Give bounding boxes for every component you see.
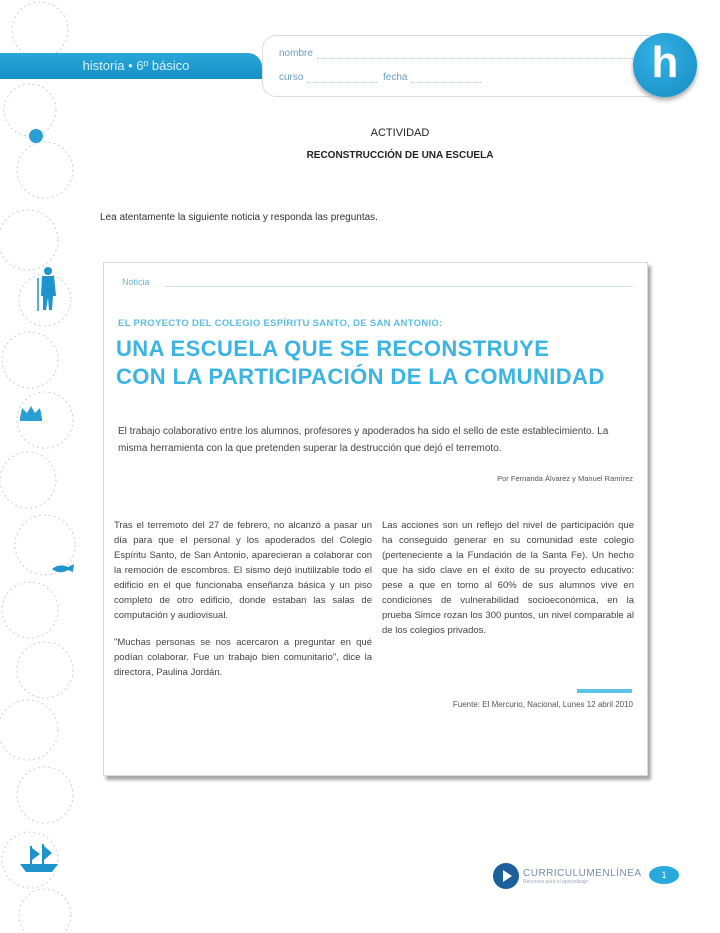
news-tag: Noticia [122, 277, 150, 287]
date-label: fecha [383, 72, 408, 83]
date-line [411, 74, 481, 83]
curriculum-logo [493, 863, 642, 889]
headline-line-1: UNA ESCUELA QUE SE RECONSTRUYE [116, 336, 550, 361]
headline-line-2: CON LA PARTICIPACIÓN DE LA COMUNIDAD [116, 364, 605, 389]
activity-label: ACTIVIDAD [370, 127, 430, 139]
news-headline [116, 335, 605, 391]
news-kicker: EL PROYECTO DEL COLEGIO ESPÍRITU SANTO, DE SAN ANTONIO: [118, 318, 443, 329]
explorer-figure-icon [35, 266, 59, 312]
name-field[interactable] [279, 48, 637, 59]
course-field[interactable] [279, 72, 377, 83]
crown-icon [18, 404, 44, 422]
course-label: curso [279, 72, 304, 83]
article-column-right [382, 518, 634, 650]
course-line [307, 74, 377, 83]
divider [164, 286, 633, 287]
instruction-text: Lea atentamente la siguiente noticia y responda las preguntas. [100, 212, 378, 223]
historia-logo-icon: h [633, 33, 697, 97]
globe-icon [28, 128, 44, 144]
date-field[interactable] [383, 72, 481, 83]
brand-name: CURRICULUMENLÍNEA [523, 867, 642, 879]
brand-subtitle: Recursos para el aprendizaje [523, 878, 589, 885]
decorative-border [0, 0, 78, 933]
play-logo-icon [493, 863, 519, 889]
paragraph: "Muchas personas se nos acercaron a preguntar en qué podían colaborar. Fue un trabajo bien comunitario", dice la directora, Paulina Jordán. [114, 637, 372, 678]
news-source: Fuente: El Mercurio, Nacional, Lunes 12 abril 2010 [452, 700, 633, 709]
news-byline: Por Fernanda Álvarez y Manuel Ramírez [497, 474, 633, 483]
news-article [103, 262, 648, 776]
fish-icon [50, 562, 76, 576]
article-column-left [114, 518, 372, 692]
activity-title: RECONSTRUCCIÓN DE UNA ESCUELA [306, 150, 494, 161]
subject-band: historia • 6º básico [0, 53, 262, 79]
paragraph: Las acciones son un reflejo del nivel de participación que ha conseguido generar en su comunidad este colegio (perteneciente a la Fundación de la Santa Fe). Un hecho que ha sido clave en el éxito de su proyecto educativo: pese a que en torno al 60% de sus alumnos vive en condiciones de vulnerabilidad socioeconómica, en la prueba Simce rozan los 300 puntos, un nivel comparable al de los colegios privados. [382, 520, 634, 636]
news-lead: El trabajo colaborativo entre los alumnos, profesores y apoderados ha sido el sello de este establecimiento. La misma herramienta con la que pretenden superar la destrucción que dejó el terremoto. [118, 426, 609, 454]
name-label: nombre [279, 48, 313, 59]
name-line [317, 50, 637, 59]
paragraph: Tras el terremoto del 27 de febrero, no alcanzó a pasar un día para que el personal y los apoderados del Colegio Espíritu Santo, de San Antonio, aparecieran a colaborar con la remoción de escombros. El sismo dejó inutilizable todo el edificio en el que funcionaba enseñanza básica y un piso completo de otro edificio, donde estaban las salas de computación y audiovisual. [114, 520, 372, 621]
student-info-box [262, 35, 662, 97]
source-accent-bar [577, 689, 632, 693]
ship-icon [16, 840, 62, 876]
page-number-badge: 1 [649, 866, 679, 884]
